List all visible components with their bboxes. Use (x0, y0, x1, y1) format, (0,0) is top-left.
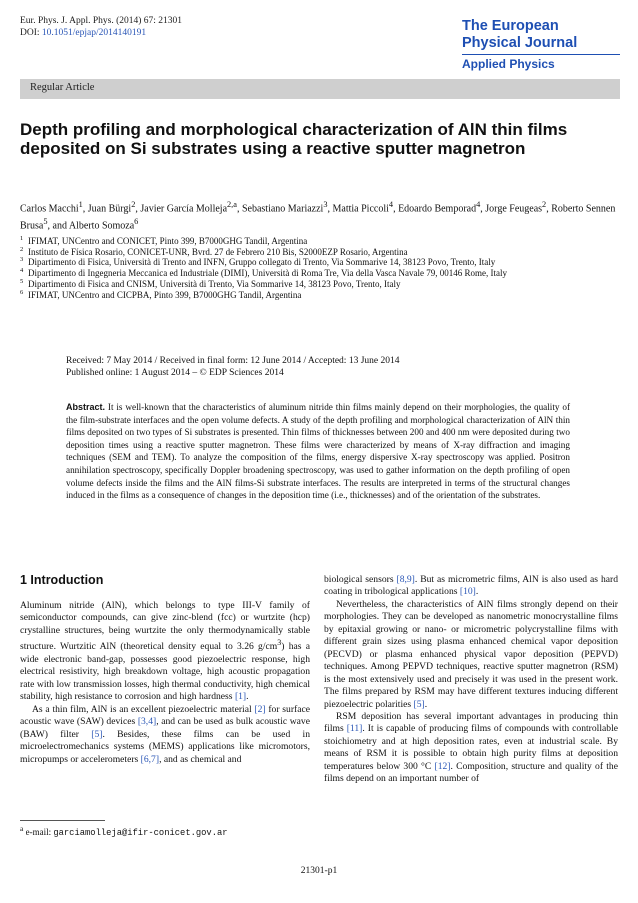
footnote-divider (20, 820, 105, 821)
footnote-marker: a (20, 824, 24, 833)
citation-line: Eur. Phys. J. Appl. Phys. (2014) 67: 21301 (20, 16, 183, 26)
article-type-label: Regular Article (30, 82, 95, 93)
abstract (66, 401, 570, 502)
affiliation-item: 5 Dipartimento di Fisica and CNISM, Università di Trento, Via Sommarive 14, 38123 Povo, Trento, Italy (20, 277, 401, 289)
received-dates: Received: 7 May 2014 / Received in final form: 12 June 2014 / Accepted: 13 June 2014 (66, 356, 400, 366)
article-type-banner (20, 79, 620, 99)
affiliation-item: 1 IFIMAT, UNCentro and CONICET, Pinto 399, B7000GHG Tandil, Argentina (20, 235, 308, 246)
abstract-text: It is well-known that the characteristics of aluminum nitride thin films mainly depend on their morphologies, the quality of the film-substrate interfaces and the open volume defects. A study of the depth profiling and morphological characterization of AlN thin films deposited on two types of Si substrates is presented. Thin films of thicknesses between 200 and 400 nm were deposited during two deposition times using a reactive sputter magnetron. These films were characterized by means of X-ray diffraction and imaging techniques (SEM and TEM). To analyze the composition of the films, energy dispersive X-ray spectroscopy was applied. Positron annihilation spectroscopy, specifically Doppler broadening spectroscopy, was used to gather information on the depth profiling of open volume defects inside the films and the AlN films-Si substrate interfaces. The results are interpreted in terms of the structural changes induced in the films as a consequence of changes in the deposition time (i.e., thicknesses) and of the orientation of the substrates. (66, 402, 571, 501)
journal-name-line1: The European (462, 18, 559, 34)
email-link[interactable]: garciamolleja@ifir-conicet.gov.ar (53, 828, 228, 838)
doi-line (20, 27, 182, 39)
abstract-label: Abstract. (66, 402, 106, 412)
body-column-right: biological sensors [8,9]. But as micrometric films, AlN is also used as hard coating in tribological applications [10]. Nevertheless, the characteristics of AlN films strongly depend on their morphologies. They can be developed as nanometric monocrystalline films by epitaxial growing or nano- or micrometric polycrystalline films with different grain sizes using plasma enhanced chemical vapor deposition (PECVD) or plasma enhanced physical vapor deposition (PEPVD) techniques. Among PEPVD techniques, reactive sputter magnetron (RSM) is the most extensively used and precisely it was used in the present work. The films prepared by RSM may have different textures inducing different piezoelectric polarities [5]. RSM deposition has several important advantages in producing thin films [11]. It is capable of producing films of compounds with controllable stoichiometry and at high deposition rates, even at industrial scale. By means of RSM it is possible to obtain high purity films at deposition temperatures below 300 °C [12]. Composition, structure and quality of the films depend on an important number of (324, 574, 618, 785)
page-number: 21301-p1 (300, 866, 338, 876)
doi-link[interactable]: 10.1051/epjap/2014140191 (41, 28, 147, 38)
section-heading: 1 Introduction (20, 573, 104, 587)
body-column-left: Aluminum nitride (AlN), which belongs to type III-V family of semiconductor compounds, can give zinc-blend (fcc) or wurtzite (hcp) crystalline structures, being wurtzite the only thermodynamically stable structure. Wurtzitic AlN (theoretical density equal to 3.26 $g/cm^3$) has a wide electronic band-gap, possesses good piezoelectric response, high electrical resistivity, high breakdown voltage, high acoustic propagation rate with low transmission losses, high thermal conductivity, high chemical stability, high resistance to corrosion and high hardness [1]. As a thin film, AlN is an excellent piezoelectric material [2] for surface acoustic wave (SAW) devices [3,4], and can be used as bulk acoustic wave (BAW) filter [5]. Besides, these films can be used in microelectromechanics systems (MEMS) applications like micromotors, micropumps or accelerometers [6,7], and as chemical and (20, 600, 311, 765)
affiliation-list (20, 236, 620, 300)
footnote-label: e-mail: (25, 827, 52, 837)
published-date: Published online: 1 August 2014 – © EDP Sciences 2014 (66, 368, 284, 378)
affiliation-item: 4 Dipartimento di Ingegneria Meccanica ed Industriale (DIMI), Università di Roma Tre, Via della Vasca Navale 79, 00146 Rome, Italy (20, 267, 507, 279)
journal-name-line3: Applied Physics (462, 54, 620, 73)
publication-dates (66, 355, 399, 379)
author-list: Carlos Macchi$^1$, Juan Bürgi$^2$, Javier García Molleja$^{2,a}$, Sebastiano Mariazzi$^3$, Mattia Piccoli$^4$, Edoardo Bemporad$^4$, Jorge Feugeas$^2$, Roberto Sennen Brusa$^5$, and Alberto Somoza$^6$ (20, 200, 616, 232)
journal-logo (462, 18, 620, 73)
journal-name-line2: Physical Journal (462, 35, 578, 51)
paper-title: Depth profiling and morphological characterization of AlN thin films deposited on Si substrates using a reactive sputter magnetron (20, 120, 568, 158)
affiliation-item: 6 IFIMAT, UNCentro and CICPBA, Pinto 399, B7000GHG Tandil, Argentina (20, 288, 302, 300)
doi-label: DOI: (20, 28, 40, 38)
footnote (20, 824, 228, 838)
affiliation-item: 2 Instituto de Física Rosario, CONICET-UNR, Bvrd. 27 de Febrero 210 Bis, S2000EZP Rosario, Argentina (20, 245, 408, 257)
running-header (20, 15, 182, 39)
affiliation-item: 3 Dipartimento di Fisica, Università di Trento and INFN, Gruppo collegato di Trento, Via Sommarive 14, 38123 Povo, Trento, Italy (20, 256, 496, 268)
